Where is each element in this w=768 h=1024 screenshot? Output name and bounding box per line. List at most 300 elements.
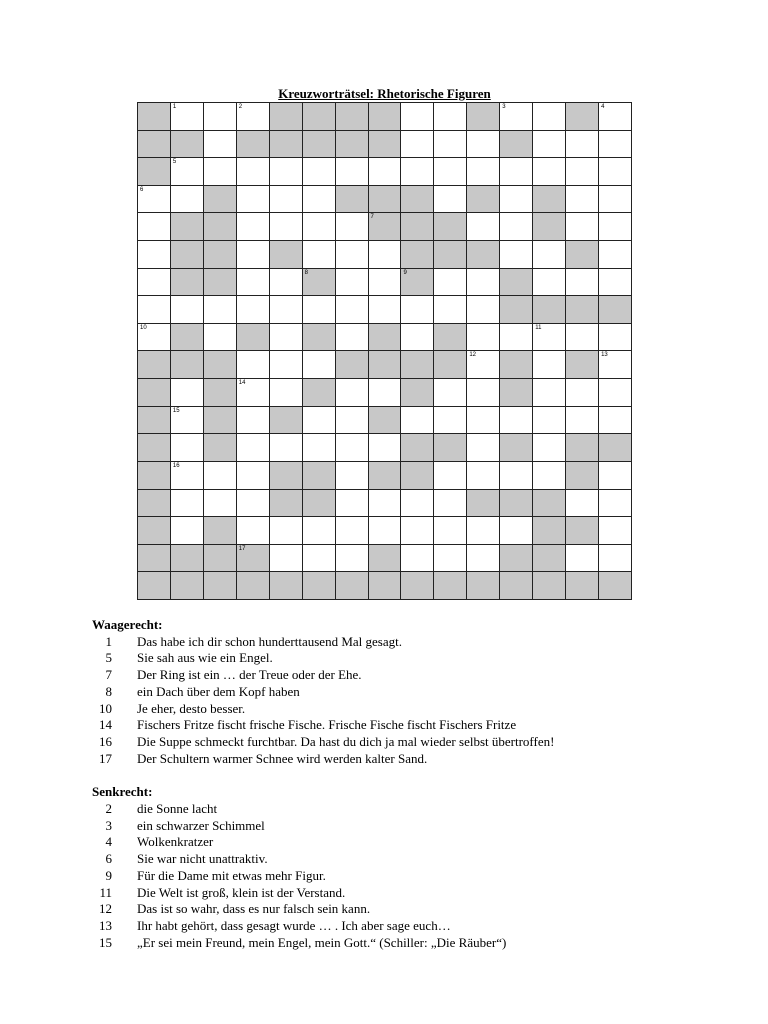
crossword-cell[interactable] <box>500 241 533 269</box>
crossword-cell-shaded <box>401 269 434 297</box>
crossword-cell-shaded <box>467 103 500 131</box>
crossword-cell[interactable] <box>237 407 270 435</box>
crossword-cell[interactable] <box>434 103 467 131</box>
clue-number: 14 <box>99 717 112 733</box>
crossword-cell[interactable] <box>434 490 467 518</box>
crossword-cell[interactable] <box>599 490 632 518</box>
crossword-cell[interactable] <box>270 517 303 545</box>
crossword-cell-shaded <box>401 186 434 214</box>
clue-text: ein schwarzer Schimmel <box>137 817 265 833</box>
crossword-cell[interactable] <box>599 213 632 241</box>
clue-text: Fischers Fritze fischt frische Fische. Frische Fische fischt Fischers Fritze <box>137 717 517 733</box>
crossword-cell[interactable] <box>533 407 566 435</box>
crossword-cell-shaded <box>566 103 599 131</box>
crossword-cell[interactable] <box>303 517 336 545</box>
crossword-cell[interactable] <box>270 213 303 241</box>
crossword-cell[interactable] <box>138 296 171 324</box>
crossword-cell[interactable] <box>138 324 171 352</box>
crossword-cell[interactable] <box>303 213 336 241</box>
crossword-cell[interactable] <box>270 186 303 214</box>
crossword-cell-shaded <box>270 103 303 131</box>
crossword-cell[interactable] <box>434 158 467 186</box>
clue-number: 16 <box>172 462 180 469</box>
crossword-cell-shaded <box>401 351 434 379</box>
crossword-cell[interactable] <box>369 269 402 297</box>
crossword-cell-shaded <box>533 517 566 545</box>
crossword-cell[interactable] <box>237 351 270 379</box>
crossword-cell[interactable] <box>369 379 402 407</box>
crossword-cell-shaded <box>369 407 402 435</box>
crossword-cell[interactable] <box>467 131 500 159</box>
crossword-cell[interactable] <box>566 545 599 573</box>
crossword-cell[interactable] <box>566 213 599 241</box>
crossword-cell[interactable] <box>533 379 566 407</box>
crossword-cell[interactable] <box>336 462 369 490</box>
crossword-cell-shaded <box>303 572 336 600</box>
crossword-cell-shaded <box>566 351 599 379</box>
crossword-cell[interactable] <box>566 490 599 518</box>
crossword-cell-shaded <box>500 269 533 297</box>
clue-number: 2 <box>105 801 112 817</box>
crossword-cell[interactable] <box>303 407 336 435</box>
crossword-cell-shaded <box>303 379 336 407</box>
crossword-cell[interactable] <box>533 434 566 462</box>
crossword-cell[interactable] <box>336 324 369 352</box>
crossword-cell[interactable] <box>171 490 204 518</box>
crossword-cell-shaded <box>138 490 171 518</box>
crossword-cell-shaded <box>303 324 336 352</box>
clue-text: Wolkenkratzer <box>137 834 214 850</box>
crossword-cell-shaded <box>336 103 369 131</box>
clue-text: Sie sah aus wie ein Engel. <box>137 650 273 666</box>
crossword-cell[interactable] <box>171 379 204 407</box>
crossword-cell[interactable] <box>533 269 566 297</box>
crossword-cell[interactable] <box>434 296 467 324</box>
clue-number: 9 <box>105 867 112 883</box>
crossword-cell[interactable] <box>467 213 500 241</box>
crossword-cell-shaded <box>599 572 632 600</box>
across-clue <box>92 684 712 701</box>
crossword-cell[interactable] <box>369 517 402 545</box>
crossword-cell[interactable] <box>171 296 204 324</box>
crossword-cell-shaded <box>467 572 500 600</box>
clue-number: 14 <box>238 380 246 387</box>
crossword-cell[interactable] <box>599 269 632 297</box>
crossword-cell[interactable] <box>599 407 632 435</box>
crossword-cell[interactable] <box>270 351 303 379</box>
crossword-cell-shaded <box>369 131 402 159</box>
across-clue <box>92 667 712 684</box>
crossword-grid <box>137 102 632 600</box>
crossword-cell-shaded <box>401 241 434 269</box>
crossword-cell-shaded <box>237 545 270 573</box>
crossword-cell[interactable] <box>138 186 171 214</box>
crossword-cell-shaded <box>369 103 402 131</box>
crossword-cell[interactable] <box>500 462 533 490</box>
crossword-cell-shaded <box>434 572 467 600</box>
crossword-cell-shaded <box>303 131 336 159</box>
crossword-cell-shaded <box>566 517 599 545</box>
crossword-cell[interactable] <box>599 351 632 379</box>
crossword-cell-shaded <box>566 462 599 490</box>
crossword-cell[interactable] <box>599 186 632 214</box>
crossword-cell[interactable] <box>533 103 566 131</box>
crossword-cell-shaded <box>533 186 566 214</box>
crossword-cell[interactable] <box>467 545 500 573</box>
crossword-cell[interactable] <box>467 351 500 379</box>
down-clue <box>92 901 712 918</box>
crossword-cell-shaded <box>204 407 237 435</box>
crossword-cell[interactable] <box>336 379 369 407</box>
crossword-cell-shaded <box>303 462 336 490</box>
crossword-cell-shaded <box>336 572 369 600</box>
crossword-cell[interactable] <box>533 131 566 159</box>
crossword-cell[interactable] <box>467 434 500 462</box>
crossword-cell[interactable] <box>566 407 599 435</box>
clue-number: 11 <box>535 324 542 331</box>
crossword-cell[interactable] <box>171 517 204 545</box>
crossword-cell[interactable] <box>270 324 303 352</box>
clue-text: Das ist so wahr, dass es nur falsch sein kann. <box>137 901 371 917</box>
crossword-cell-shaded <box>138 462 171 490</box>
crossword-cell[interactable] <box>336 241 369 269</box>
crossword-cell-shaded <box>500 351 533 379</box>
crossword-cell-shaded <box>500 296 533 324</box>
crossword-cell-shaded <box>434 241 467 269</box>
crossword-cell[interactable] <box>237 296 270 324</box>
crossword-cell-shaded <box>171 131 204 159</box>
crossword-cell[interactable] <box>401 517 434 545</box>
crossword-cell-shaded <box>599 296 632 324</box>
clue-text: Der Ring ist ein … der Treue oder der Ehe. <box>137 667 362 683</box>
crossword-cell[interactable] <box>336 434 369 462</box>
crossword-cell[interactable] <box>204 324 237 352</box>
crossword-cell[interactable] <box>336 517 369 545</box>
clue-number: 6 <box>105 851 112 867</box>
down-clue <box>92 868 712 885</box>
crossword-cell[interactable] <box>270 379 303 407</box>
crossword-cell-shaded <box>138 572 171 600</box>
crossword-cell-shaded <box>303 269 336 297</box>
crossword-cell[interactable] <box>369 296 402 324</box>
crossword-cell[interactable] <box>500 324 533 352</box>
crossword-cell[interactable] <box>599 131 632 159</box>
crossword-cell[interactable] <box>434 545 467 573</box>
crossword-cell[interactable] <box>204 462 237 490</box>
clue-number: 4 <box>601 104 605 110</box>
crossword-cell[interactable] <box>303 296 336 324</box>
crossword-cell[interactable] <box>303 434 336 462</box>
crossword-cell[interactable] <box>500 158 533 186</box>
crossword-cell[interactable] <box>401 296 434 324</box>
clue-text: Die Suppe schmeckt furchtbar. Da hast du dich ja mal wieder selbst übertroffen! <box>137 733 555 749</box>
crossword-cell[interactable] <box>204 103 237 131</box>
crossword-cell[interactable] <box>237 158 270 186</box>
crossword-cell-shaded <box>500 572 533 600</box>
crossword-cell[interactable] <box>171 103 204 131</box>
crossword-cell[interactable] <box>369 158 402 186</box>
crossword-cell[interactable] <box>138 213 171 241</box>
down-clue <box>92 851 712 868</box>
crossword-cell-shaded <box>171 269 204 297</box>
crossword-cell[interactable] <box>500 103 533 131</box>
clue-number: 17 <box>99 750 112 766</box>
crossword-cell[interactable] <box>599 241 632 269</box>
crossword-cell[interactable] <box>237 241 270 269</box>
crossword-cell[interactable] <box>467 324 500 352</box>
page-title: Kreuzworträtsel: Rhetorische Figuren <box>278 86 491 101</box>
crossword-cell[interactable] <box>401 131 434 159</box>
crossword-cell[interactable] <box>237 103 270 131</box>
down-clue <box>92 918 712 935</box>
crossword-cell[interactable] <box>533 324 566 352</box>
clue-number: 12 <box>469 352 477 359</box>
crossword-cell[interactable] <box>336 545 369 573</box>
crossword-cell-shaded <box>336 131 369 159</box>
crossword-cell-shaded <box>336 186 369 214</box>
clue-text: Die Welt ist groß, klein ist der Verstand. <box>137 884 346 900</box>
clue-number: 10 <box>99 700 112 716</box>
crossword-cell-shaded <box>500 379 533 407</box>
crossword-cell-shaded <box>171 241 204 269</box>
crossword-cell[interactable] <box>171 407 204 435</box>
crossword-cell-shaded <box>369 351 402 379</box>
crossword-cell-shaded <box>369 186 402 214</box>
clue-text: Sie war nicht unattraktiv. <box>137 851 268 867</box>
crossword-cell-shaded <box>138 407 171 435</box>
crossword-cell[interactable] <box>401 103 434 131</box>
clue-number: 7 <box>105 667 112 683</box>
crossword-cell-shaded <box>566 572 599 600</box>
crossword-cell[interactable] <box>599 324 632 352</box>
crossword-cell-shaded <box>204 269 237 297</box>
crossword-cell[interactable] <box>237 379 270 407</box>
crossword-cell-shaded <box>204 379 237 407</box>
crossword-cell-shaded <box>204 572 237 600</box>
crossword-cell[interactable] <box>599 103 632 131</box>
crossword-cell-shaded <box>171 572 204 600</box>
crossword-cell[interactable] <box>237 213 270 241</box>
crossword-cell[interactable] <box>270 158 303 186</box>
crossword-cell-shaded <box>138 379 171 407</box>
crossword-cell-shaded <box>270 572 303 600</box>
crossword-cell[interactable] <box>204 296 237 324</box>
crossword-cell-shaded <box>270 462 303 490</box>
down-clue <box>92 818 712 835</box>
crossword-cell-shaded <box>237 324 270 352</box>
crossword-cell[interactable] <box>467 379 500 407</box>
clue-number: 11 <box>99 884 112 900</box>
crossword-cell[interactable] <box>467 296 500 324</box>
clue-number: 3 <box>502 104 506 110</box>
crossword-cell-shaded <box>138 103 171 131</box>
crossword-cell-shaded <box>270 490 303 518</box>
crossword-cell[interactable] <box>434 186 467 214</box>
clue-number: 1 <box>172 104 177 110</box>
crossword-cell[interactable] <box>434 131 467 159</box>
crossword-cell-shaded <box>566 296 599 324</box>
across-heading: Waagerecht: <box>92 617 163 632</box>
clue-text: Der Schultern warmer Schnee wird werden kalter Sand. <box>137 750 428 766</box>
crossword-cell[interactable] <box>336 296 369 324</box>
crossword-cell[interactable] <box>467 269 500 297</box>
crossword-cell[interactable] <box>171 158 204 186</box>
crossword-cell-shaded <box>533 572 566 600</box>
crossword-cell[interactable] <box>336 213 369 241</box>
clue-number: 12 <box>99 901 112 917</box>
crossword-cell-shaded <box>533 296 566 324</box>
crossword-cell-shaded <box>467 241 500 269</box>
crossword-cell[interactable] <box>336 490 369 518</box>
crossword-cell[interactable] <box>336 407 369 435</box>
crossword-cell[interactable] <box>237 517 270 545</box>
crossword-cell-shaded <box>369 324 402 352</box>
crossword-cell[interactable] <box>303 545 336 573</box>
crossword-cell[interactable] <box>467 407 500 435</box>
crossword-cell[interactable] <box>336 269 369 297</box>
crossword-cell[interactable] <box>270 296 303 324</box>
crossword-cell[interactable] <box>533 158 566 186</box>
crossword-cell[interactable] <box>467 462 500 490</box>
crossword-cell-shaded <box>138 131 171 159</box>
crossword-cell-shaded <box>369 572 402 600</box>
clue-number: 5 <box>105 650 112 666</box>
crossword-cell-shaded <box>237 131 270 159</box>
crossword-cell[interactable] <box>270 545 303 573</box>
crossword-cell-shaded <box>533 545 566 573</box>
crossword-cell[interactable] <box>467 158 500 186</box>
crossword-cell[interactable] <box>171 186 204 214</box>
crossword-cell[interactable] <box>500 186 533 214</box>
across-clue <box>92 717 712 734</box>
crossword-cell[interactable] <box>599 517 632 545</box>
crossword-cell-shaded <box>369 213 402 241</box>
crossword-cell[interactable] <box>500 517 533 545</box>
crossword-cell-shaded <box>204 545 237 573</box>
crossword-cell[interactable] <box>566 269 599 297</box>
clue-text: ein Dach über dem Kopf haben <box>137 683 300 699</box>
clue-number: 16 <box>99 733 112 749</box>
crossword-cell-shaded <box>138 545 171 573</box>
crossword-cell[interactable] <box>500 213 533 241</box>
crossword-cell[interactable] <box>533 462 566 490</box>
crossword-cell[interactable] <box>566 131 599 159</box>
crossword-cell[interactable] <box>434 407 467 435</box>
crossword-cell[interactable] <box>237 490 270 518</box>
crossword-cell-shaded <box>500 545 533 573</box>
clue-number: 1 <box>105 633 112 649</box>
crossword-cell-shaded <box>270 407 303 435</box>
clue-number: 3 <box>105 817 112 833</box>
crossword-cell[interactable] <box>599 379 632 407</box>
crossword-cell[interactable] <box>237 462 270 490</box>
crossword-cell[interactable] <box>237 434 270 462</box>
crossword-cell[interactable] <box>171 462 204 490</box>
crossword-cell[interactable] <box>303 186 336 214</box>
crossword-cell-shaded <box>566 241 599 269</box>
crossword-cell-shaded <box>434 434 467 462</box>
crossword-cell[interactable] <box>237 186 270 214</box>
crossword-cell[interactable] <box>237 269 270 297</box>
crossword-cell[interactable] <box>533 241 566 269</box>
crossword-cell[interactable] <box>599 545 632 573</box>
crossword-cell[interactable] <box>138 241 171 269</box>
crossword-cell[interactable] <box>500 407 533 435</box>
crossword-cell-shaded <box>566 434 599 462</box>
clue-number: 5 <box>172 159 177 166</box>
crossword-cell[interactable] <box>303 351 336 379</box>
crossword-cell[interactable] <box>566 379 599 407</box>
crossword-cell[interactable] <box>401 490 434 518</box>
across-clue <box>92 634 712 651</box>
crossword-cell[interactable] <box>566 158 599 186</box>
crossword-cell[interactable] <box>599 462 632 490</box>
crossword-cell[interactable] <box>401 407 434 435</box>
crossword-cell[interactable] <box>434 379 467 407</box>
crossword-cell[interactable] <box>434 517 467 545</box>
crossword-cell-shaded <box>204 213 237 241</box>
crossword-cell[interactable] <box>270 269 303 297</box>
crossword-cell-shaded <box>401 213 434 241</box>
crossword-cell[interactable] <box>566 324 599 352</box>
crossword-cell-shaded <box>138 434 171 462</box>
crossword-cell-shaded <box>336 351 369 379</box>
crossword-cell[interactable] <box>434 462 467 490</box>
clue-number: 10 <box>140 324 147 331</box>
crossword-cell[interactable] <box>171 434 204 462</box>
crossword-cell[interactable] <box>303 158 336 186</box>
crossword-cell[interactable] <box>303 241 336 269</box>
crossword-cell[interactable] <box>270 434 303 462</box>
crossword-cell[interactable] <box>566 186 599 214</box>
crossword-cell[interactable] <box>401 545 434 573</box>
crossword-cell-shaded <box>303 103 336 131</box>
clue-number: 7 <box>370 214 374 221</box>
clue-text: Ihr habt gehört, dass gesagt wurde … . Ich aber sage euch… <box>137 917 451 933</box>
across-clue <box>92 701 712 718</box>
clue-number: 13 <box>99 917 112 933</box>
crossword-cell[interactable] <box>467 517 500 545</box>
crossword-cell-shaded <box>401 434 434 462</box>
crossword-cell[interactable] <box>138 269 171 297</box>
crossword-cell[interactable] <box>401 158 434 186</box>
crossword-cell-shaded <box>303 490 336 518</box>
across-clue-list <box>92 634 712 768</box>
crossword-cell-shaded <box>500 434 533 462</box>
crossword-cell[interactable] <box>204 158 237 186</box>
clue-text: die Sonne lacht <box>137 801 218 817</box>
crossword-cell[interactable] <box>204 490 237 518</box>
across-clue <box>92 751 712 768</box>
crossword-cell-shaded <box>237 572 270 600</box>
crossword-cell[interactable] <box>533 351 566 379</box>
crossword-cell-shaded <box>270 131 303 159</box>
crossword-cell-shaded <box>467 490 500 518</box>
crossword-cell[interactable] <box>369 490 402 518</box>
crossword-cell[interactable] <box>401 324 434 352</box>
crossword-cell[interactable] <box>204 131 237 159</box>
crossword-cell[interactable] <box>336 158 369 186</box>
crossword-cell[interactable] <box>599 158 632 186</box>
crossword-cell[interactable] <box>434 269 467 297</box>
clue-number: 6 <box>140 186 144 193</box>
crossword-cell[interactable] <box>369 241 402 269</box>
crossword-cell-shaded <box>204 517 237 545</box>
crossword-cell-shaded <box>369 545 402 573</box>
crossword-cell[interactable] <box>369 434 402 462</box>
crossword-cell-shaded <box>369 462 402 490</box>
clue-number: 13 <box>601 352 608 359</box>
